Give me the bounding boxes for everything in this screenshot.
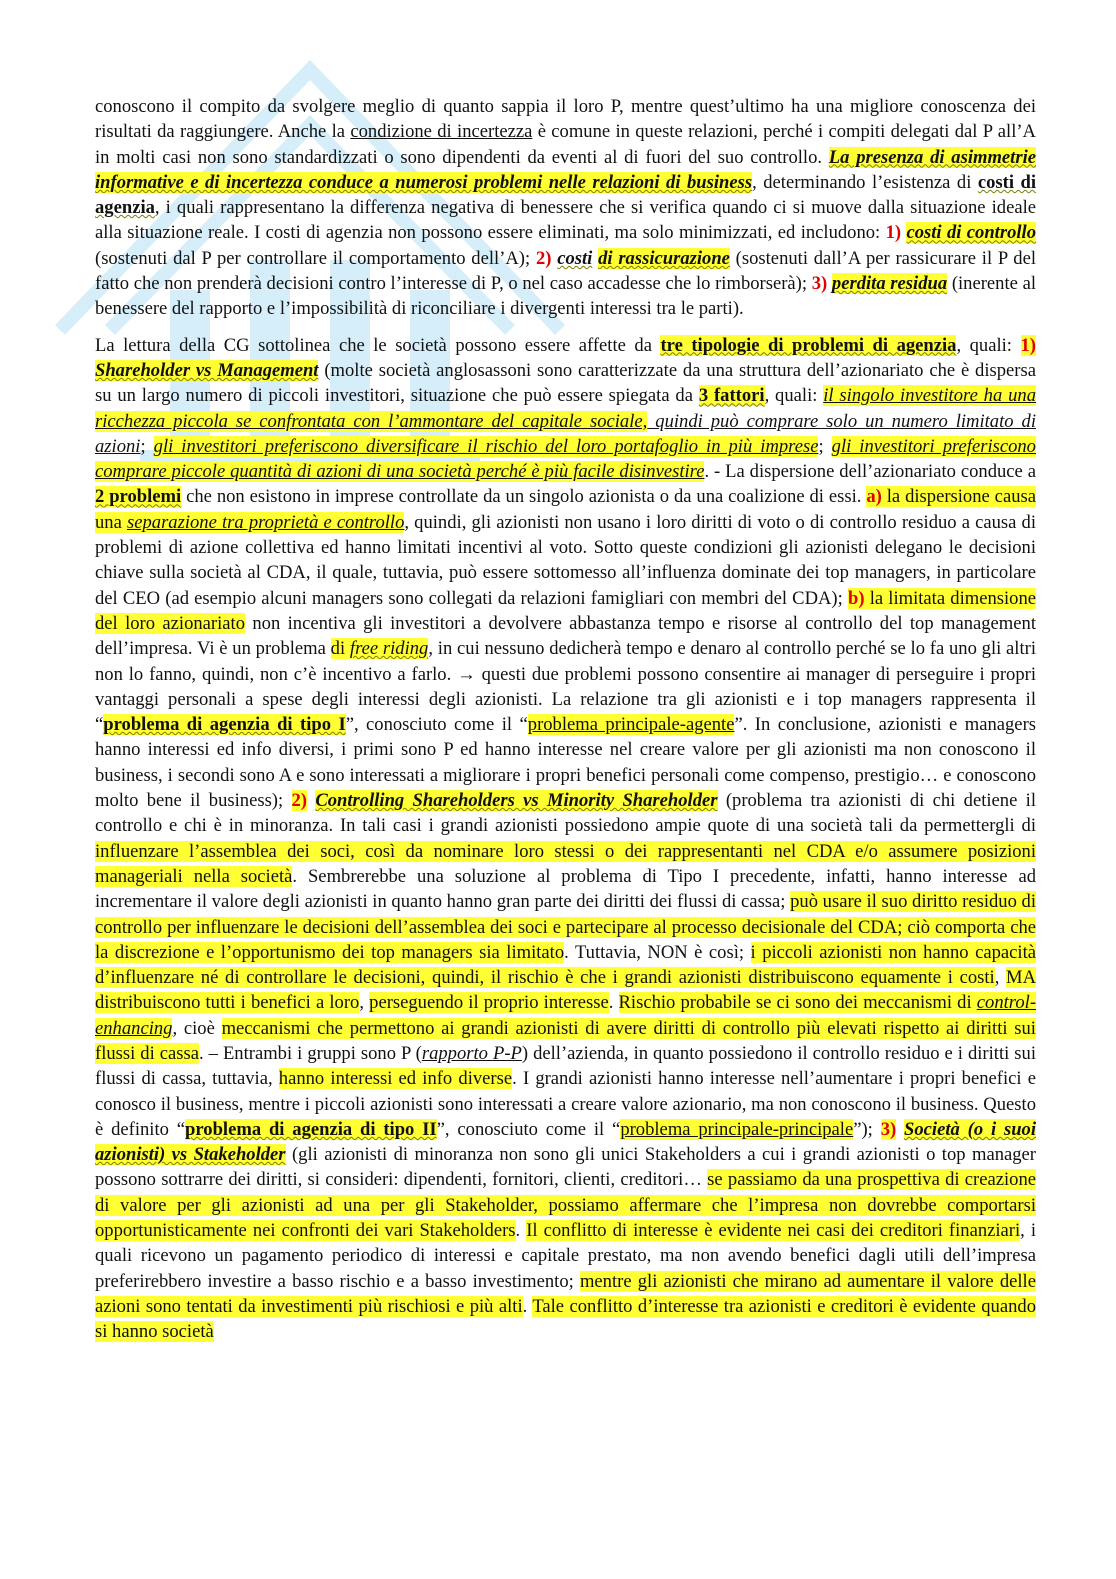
paragraph-agency-problem-types: La lettura della CG sottolinea che le società possono essere affette da tre tipologie di problemi di agenzia, quali: 1) Shareholder vs Management (molte società anglosassoni sono caratterizzate da una struttura dell’azionariato che è dispersa su un largo numero di piccoli investitori, situazione che può essere spiegata da 3 fattori, quali: il singolo investitore ha una ricchezza piccola se confrontata con l’ammontare del capitale sociale, quindi può comprare solo un numero limitato di azioni; gli investitori preferiscono diversificare il rischio del loro portafoglio in più imprese; gli investitori preferiscono comprare piccole quantità di azioni di una società perché è più facile disinvestire. - La dispersione dell’azionariato conduce a 2 problemi che non esistono in imprese controllate da un singolo azionista o da una coalizione di essi. a) la dispersione causa una separazione tra proprietà e controllo, quindi, gli azionisti non usano i loro diritti di voto o di controllo residuo a causa di problemi di azione collettiva ed hanno limitati incentivi al voto. Sotto queste condizioni gli azionisti delegano le decisioni chiave sulla società al CDA, il quale, tuttavia, può essere sottomesso all’influenza dominate dei top managers, in particolare del CEO (ad esempio alcuni managers sono collegati da relazioni famigliari con membri del CDA); b) la limitata dimensione del loro azionariato non incentiva gli investitori a devolvere abbastanza tempo e risorse al controllo del top management dell’impresa. Vi è un problema di free riding, in cui nessuno dedicherà tempo e denaro al controllo perché se lo fa uno gli altri non lo fanno, quindi, non c’è incentivo a farlo. → questi due problemi possono consentire ai manager di perseguire i propri vantaggi personali a spese degli interessi degli azionisti. La relazione tra gli azionisti e i top managers rappresenta il “problema di agenzia di tipo I”, conosciuto come il “problema principale-agente”. In conclusione, azionisti e managers hanno interessi ed info diversi, i primi sono P ed hanno interesse nel creare valore per gli azionisti ma non conoscono il business, i secondi sono A e sono interessati a migliorare i propri benefici personali come compenso, prestigio… e conoscono molto bene il business); 2) Controlling Shareholders vs Minority Shareholder (problema tra azionisti di chi detiene il controllo e chi è in minoranza. In tali casi i grandi azionisti possiedono ampie quote di una società tali da permettergli di influenzare l’assemblea dei soci, così da nominare loro stessi o dei rappresentanti nel CDA e/o assumere posizioni manageriali nella società. Sembrerebbe una soluzione al problema di Tipo I precedente, infatti, hanno interesse ad incrementare il valore degli azionisti in quanto hanno gran parte dei diritti dei flussi di cassa; può usare il suo diritto residuo di controllo per influenzare le decisioni dell’assemblea dei soci e partecipare al processo decisionale del CDA; ciò comporta che la discrezione e l’opportunismo dei top managers sia limitato. Tuttavia, NON è così; i piccoli azionisti non hanno capacità d’influenzare né di controllare le decisioni, quindi, il rischio è che i grandi azionisti distribuiscono equamente i costi, MA distribuiscono tutti i benefici a loro, perseguendo il proprio interesse. Rischio probabile se ci sono dei meccanismi di control-enhancing, cioè meccanismi che permettono ai grandi azionisti di avere diritti di controllo più elevati rispetto ai diritti sui flussi di cassa. – Entrambi i gruppi sono P (rapporto P-P) dell’azienda, in quanto possiedono il controllo residuo e i diritti sui flussi di cassa, tuttavia, hanno interessi ed info diverse. I grandi azionisti hanno interesse nell’aumentare i propri benefici e conosco il business, mentre i piccoli azionisti sono interessati a creare valore azionario, ma non conoscono il business. Questo è definito “problema di agenzia di tipo II”, conosciuto come il “problema principale-principale”); 3) Società (o i suoi azionisti) vs Stakeholder (gli azionisti di minoranza non sono gli unici Stakeholders a cui i grandi azionisti o top manager possono sottrarre dei diritti, si consideri: dipendenti, fornitori, clienti, creditori… se passiamo da una prospettiva di creazione di valore per gli azionisti ad una per gli Stakeholder, possiamo affermare che l’impresa non dovrebbe comportarsi opportunisticamente nei confronti dei vari Stakeholders. Il conflitto di interesse è evidente nei casi dei creditori finanziari, i quali ricevono un pagamento periodico di interessi e capitale prestato, ma non avendo benefici dagli utili dell’impresa preferirebbero investire a basso rischio e a basso investimento; mentre gli azionisti che mirano ad aumentare il valore delle azioni sono tentati da investimenti più rischiosi e più alti. Tale conflitto d’interesse tra azionisti e creditori è evidente quando si hanno società: [95, 334, 1037, 1343]
paragraph-agency-costs: conoscono il compito da svolgere meglio di quanto sappia il loro P, mentre quest’ultimo ha una migliore conoscenza dei risultati da raggiungere. Anche la condizione di incertezza è comune in queste relazioni, perché i compiti delegati dal P all’A in molti casi non sono standardizzati o sono dipendenti da eventi al di fuori del suo controllo. La presenza di asimmetrie informative e di incertezza conduce a numerosi problemi nelle relazioni di business, determinando l’esistenza di costi di agenzia, i quali rappresentano la differenza negativa di benessere che si verifica quando ci si muove dalla situazione ideale alla situazione reale. I costi di agenzia non possono essere eliminati, ma solo minimizzati, ed includono: 1) costi di controllo (sostenuti dal P per controllare il comportamento dell’A); 2) costi di rassicurazione (sostenuti dall’A per rassicurare il P del fatto che non prenderà decisioni contro l’interesse di P, o nel caso accadesse che lo rimborserà); 3) perdita residua (inerente al benessere del rapporto e l’impossibilità di riconciliare i divergenti interessi tra le parti).: [95, 96, 1037, 320]
arrow-right-icon: →: [457, 663, 476, 685]
document-page: [95, 94, 1036, 1345]
